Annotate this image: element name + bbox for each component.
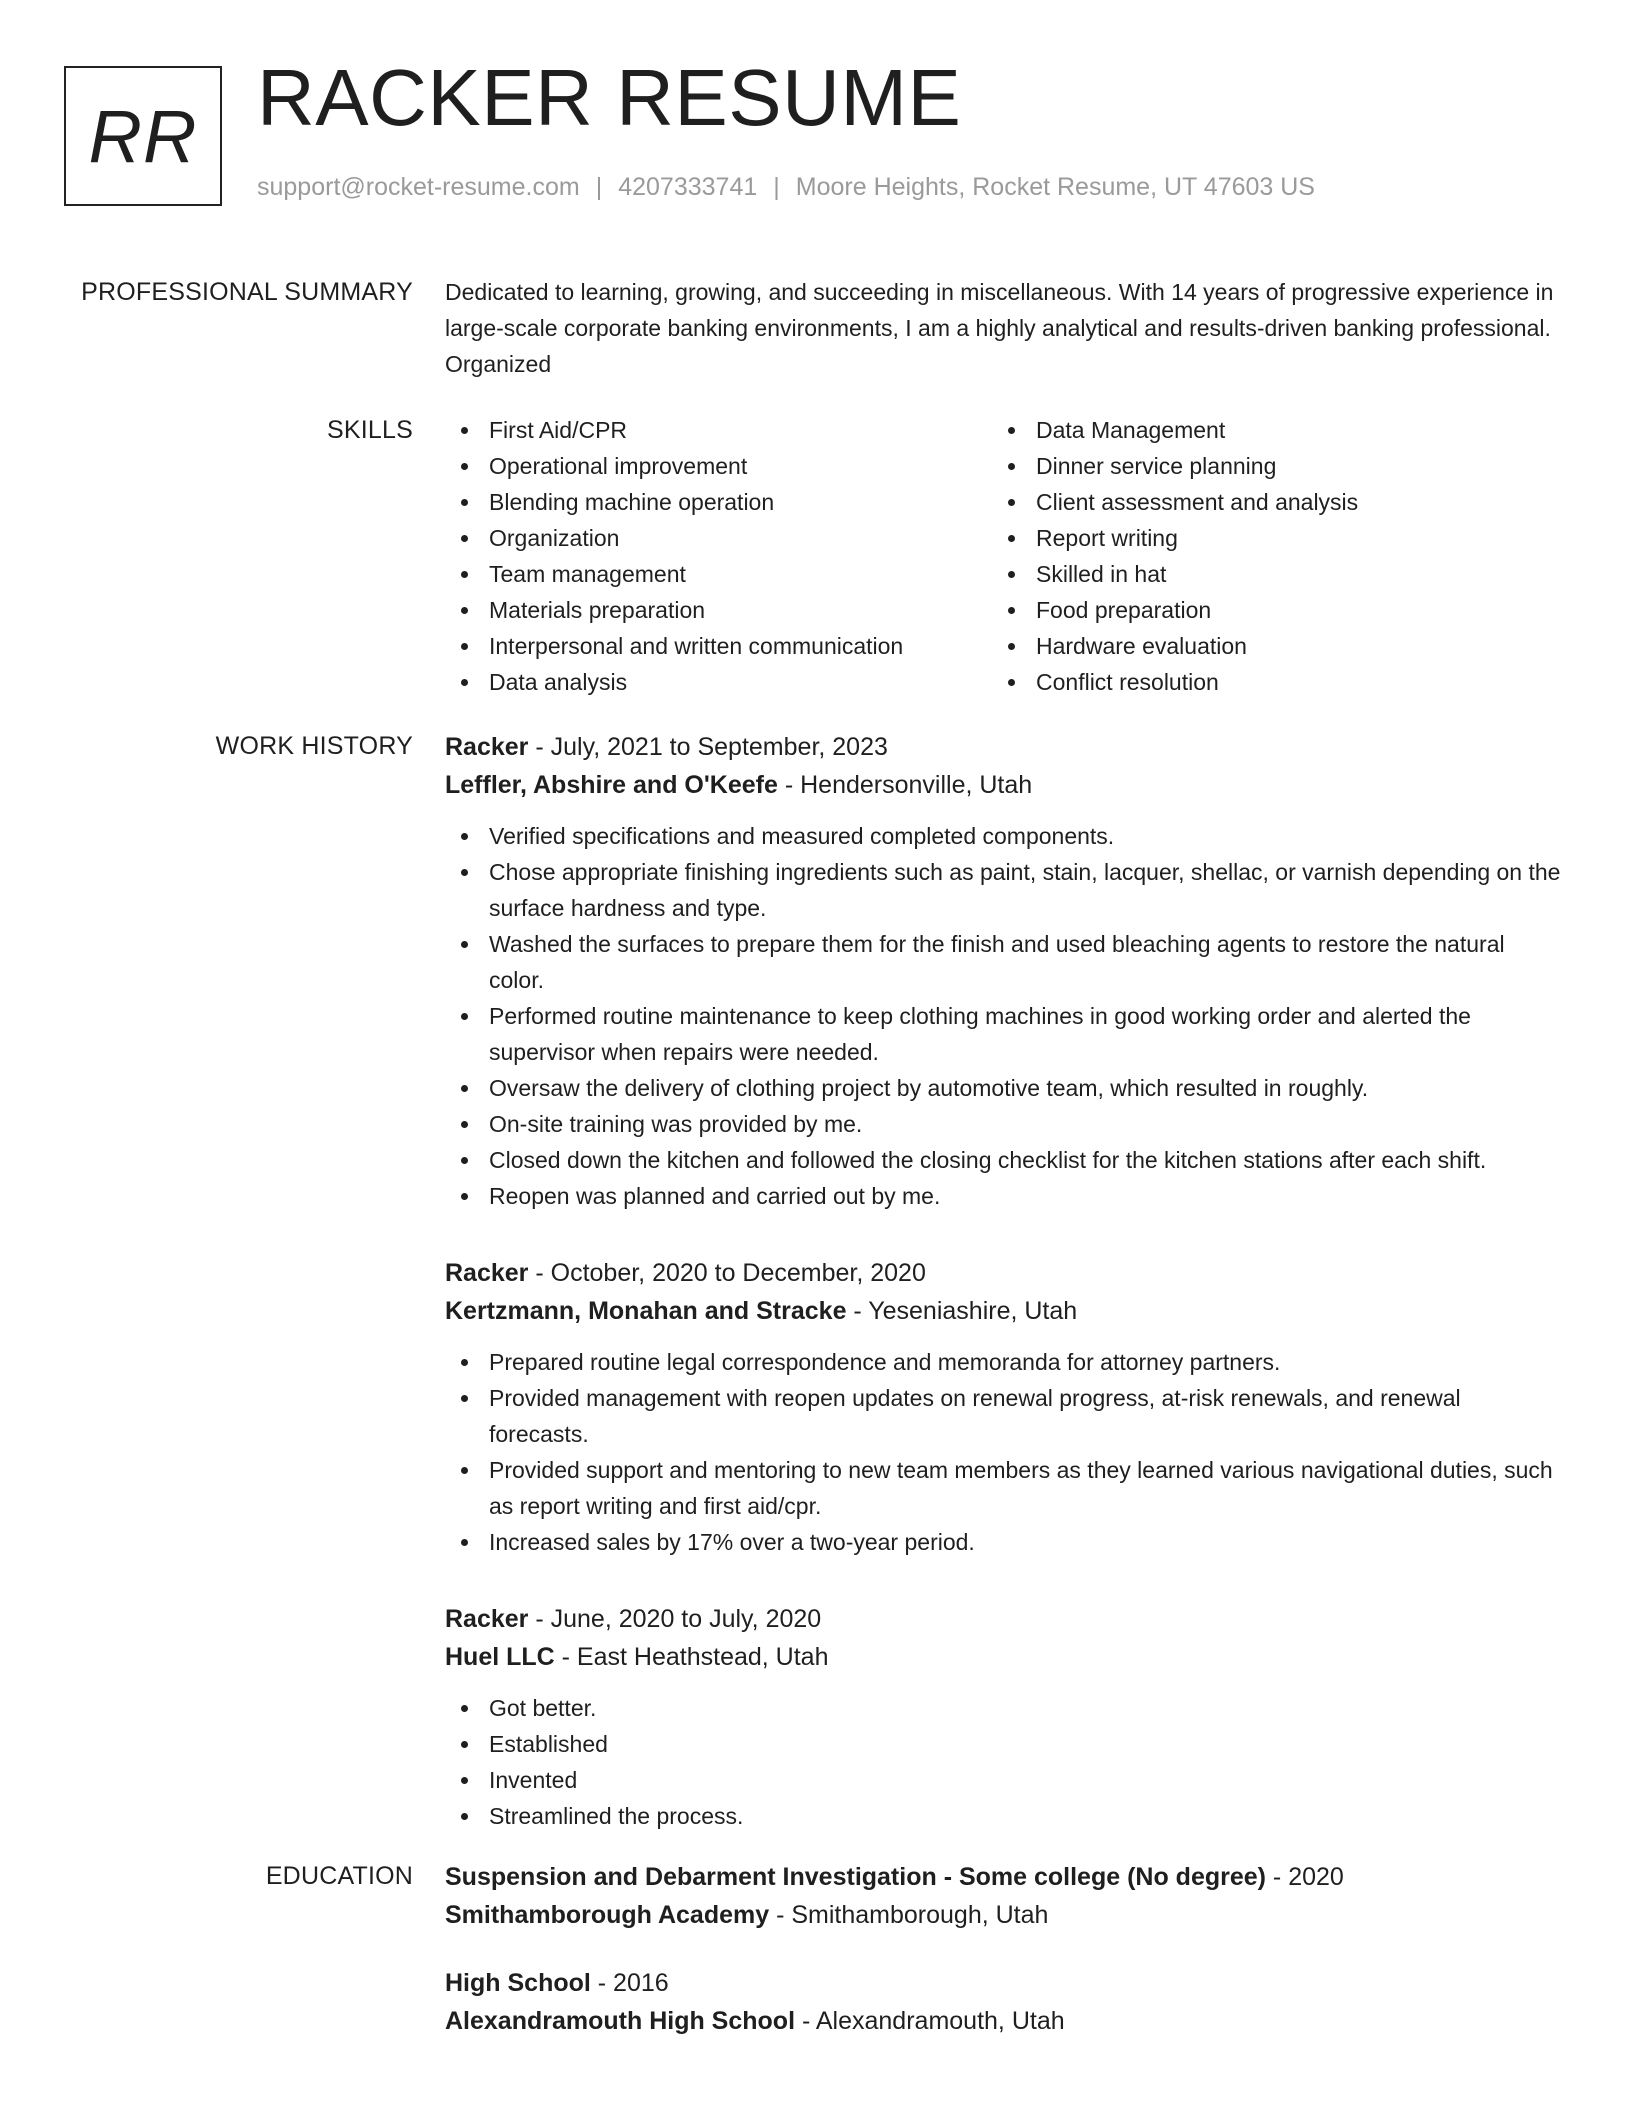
job-duties-list bbox=[445, 818, 1565, 1214]
education-school-line bbox=[445, 1896, 1565, 1934]
skills-list bbox=[445, 412, 992, 700]
job-dates: - July, 2021 to September, 2023 bbox=[528, 733, 888, 761]
job-duty: Washed the surfaces to prepare them for the finish and used bleaching agents to restore the natural color. bbox=[445, 926, 1565, 998]
contact-line bbox=[257, 173, 1315, 202]
skills-section bbox=[0, 412, 1632, 700]
job-company-line bbox=[445, 766, 1565, 804]
job-location: - East Heathstead, Utah bbox=[554, 1643, 829, 1671]
job-title: Racker bbox=[445, 1605, 529, 1633]
education-degree: High School bbox=[445, 1969, 591, 1997]
job-title-line bbox=[445, 728, 1565, 766]
job-company: Leffler, Abshire and O'Keefe bbox=[445, 771, 778, 799]
job-duty: Streamlined the process. bbox=[445, 1798, 1565, 1834]
job-title-line bbox=[445, 1600, 1565, 1638]
job-duty: Provided management with reopen updates on renewal progress, at-risk renewals, and renewal forecasts. bbox=[445, 1380, 1565, 1452]
job-entry bbox=[445, 728, 1565, 1214]
section-body bbox=[445, 274, 1565, 382]
education-location: - Smithamborough, Utah bbox=[769, 1901, 1049, 1929]
skills-grid bbox=[445, 412, 1565, 700]
candidate-name: RACKER RESUME bbox=[257, 53, 962, 142]
skill-item: Materials preparation bbox=[445, 592, 992, 628]
section-label: EDUCATION bbox=[265, 1862, 413, 1890]
skills-column-right bbox=[992, 412, 1539, 700]
education-school: Smithamborough Academy bbox=[445, 1901, 770, 1929]
skill-item: Data Management bbox=[992, 412, 1539, 448]
education-entry bbox=[445, 1858, 1565, 1934]
skill-item: Blending machine operation bbox=[445, 484, 992, 520]
education-degree-line bbox=[445, 1858, 1565, 1896]
resume-header bbox=[0, 53, 1632, 274]
section-body bbox=[445, 1858, 1565, 2040]
section-label: PROFESSIONAL SUMMARY bbox=[81, 278, 413, 306]
education-school-line bbox=[445, 2002, 1565, 2040]
education-degree: Suspension and Debarment Investigation - Some college (No degree) bbox=[445, 1863, 1266, 1891]
job-company-line bbox=[445, 1292, 1565, 1330]
job-duty: Got better. bbox=[445, 1690, 1565, 1726]
skill-item: Conflict resolution bbox=[992, 664, 1539, 700]
education-location: - Alexandramouth, Utah bbox=[795, 2007, 1065, 2035]
job-duty: Oversaw the delivery of clothing project by automotive team, which resulted in roughly. bbox=[445, 1070, 1565, 1106]
job-duty: On-site training was provided by me. bbox=[445, 1106, 1565, 1142]
job-duty: Increased sales by 17% over a two-year period. bbox=[445, 1524, 1565, 1560]
section-body bbox=[445, 728, 1565, 1834]
skill-item: Interpersonal and written communication bbox=[445, 628, 992, 664]
professional-summary-section bbox=[0, 274, 1632, 382]
skill-item: Organization bbox=[445, 520, 992, 556]
monogram-logo: RR bbox=[64, 66, 222, 206]
skill-item: Skilled in hat bbox=[992, 556, 1539, 592]
job-duty: Prepared routine legal correspondence and memoranda for attorney partners. bbox=[445, 1344, 1565, 1380]
job-company: Huel LLC bbox=[445, 1643, 555, 1671]
contact-email: support@rocket-resume.com bbox=[257, 173, 580, 201]
job-duty: Reopen was planned and carried out by me. bbox=[445, 1178, 1565, 1214]
contact-address: Moore Heights, Rocket Resume, UT 47603 US bbox=[795, 173, 1315, 201]
skills-column-left bbox=[445, 412, 992, 700]
job-dates: - October, 2020 to December, 2020 bbox=[528, 1259, 926, 1287]
job-location: - Yeseniashire, Utah bbox=[846, 1297, 1078, 1325]
job-company: Kertzmann, Monahan and Stracke bbox=[445, 1297, 847, 1325]
job-duty: Provided support and mentoring to new team members as they learned various navigational duties, such as report writing and first aid/cpr. bbox=[445, 1452, 1565, 1524]
job-location: - Hendersonville, Utah bbox=[777, 771, 1033, 799]
skill-item: Operational improvement bbox=[445, 448, 992, 484]
skill-item: First Aid/CPR bbox=[445, 412, 992, 448]
job-title: Racker bbox=[445, 1259, 529, 1287]
job-duties-list bbox=[445, 1344, 1565, 1560]
education-section bbox=[0, 1858, 1632, 2040]
job-company-line bbox=[445, 1638, 1565, 1676]
education-entry bbox=[445, 1964, 1565, 2040]
education-year: - 2020 bbox=[1265, 1863, 1344, 1891]
education-school: Alexandramouth High School bbox=[445, 2007, 796, 2035]
skill-item: Team management bbox=[445, 556, 992, 592]
contact-separator: | bbox=[773, 173, 780, 201]
job-duty: Verified specifications and measured completed components. bbox=[445, 818, 1565, 854]
contact-separator: | bbox=[595, 173, 603, 201]
skill-item: Client assessment and analysis bbox=[992, 484, 1539, 520]
job-title: Racker bbox=[445, 733, 529, 761]
job-dates: - June, 2020 to July, 2020 bbox=[528, 1605, 822, 1633]
section-body bbox=[445, 412, 1565, 700]
job-duty: Established bbox=[445, 1726, 1565, 1762]
skill-item: Report writing bbox=[992, 520, 1539, 556]
job-title-line bbox=[445, 1254, 1565, 1292]
job-entry bbox=[445, 1600, 1565, 1834]
job-entry bbox=[445, 1254, 1565, 1560]
education-degree-line bbox=[445, 1964, 1565, 2002]
skill-item: Food preparation bbox=[992, 592, 1539, 628]
skill-item: Hardware evaluation bbox=[992, 628, 1539, 664]
skills-list bbox=[992, 412, 1539, 700]
job-duties-list bbox=[445, 1690, 1565, 1834]
summary-text: Dedicated to learning, growing, and succeeding in miscellaneous. With 14 years of progressive experience in large-scale corporate banking environments, I am a highly analytical and results-driven banking professional. Organized bbox=[445, 279, 1554, 377]
job-duty: Performed routine maintenance to keep clothing machines in good working order and alerted the supervisor when repairs were needed. bbox=[445, 998, 1565, 1070]
contact-phone: 4207333741 bbox=[618, 173, 758, 201]
work-history-section bbox=[0, 728, 1632, 1834]
job-duty: Closed down the kitchen and followed the closing checklist for the kitchen stations after each shift. bbox=[445, 1142, 1565, 1178]
skill-item: Data analysis bbox=[445, 664, 992, 700]
job-duty: Chose appropriate finishing ingredients such as paint, stain, lacquer, shellac, or varnish depending on the surface hardness and type. bbox=[445, 854, 1565, 926]
section-label: WORK HISTORY bbox=[215, 732, 413, 760]
job-duty: Invented bbox=[445, 1762, 1565, 1798]
section-label: SKILLS bbox=[327, 416, 413, 444]
education-year: - 2016 bbox=[590, 1969, 669, 1997]
skill-item: Dinner service planning bbox=[992, 448, 1539, 484]
